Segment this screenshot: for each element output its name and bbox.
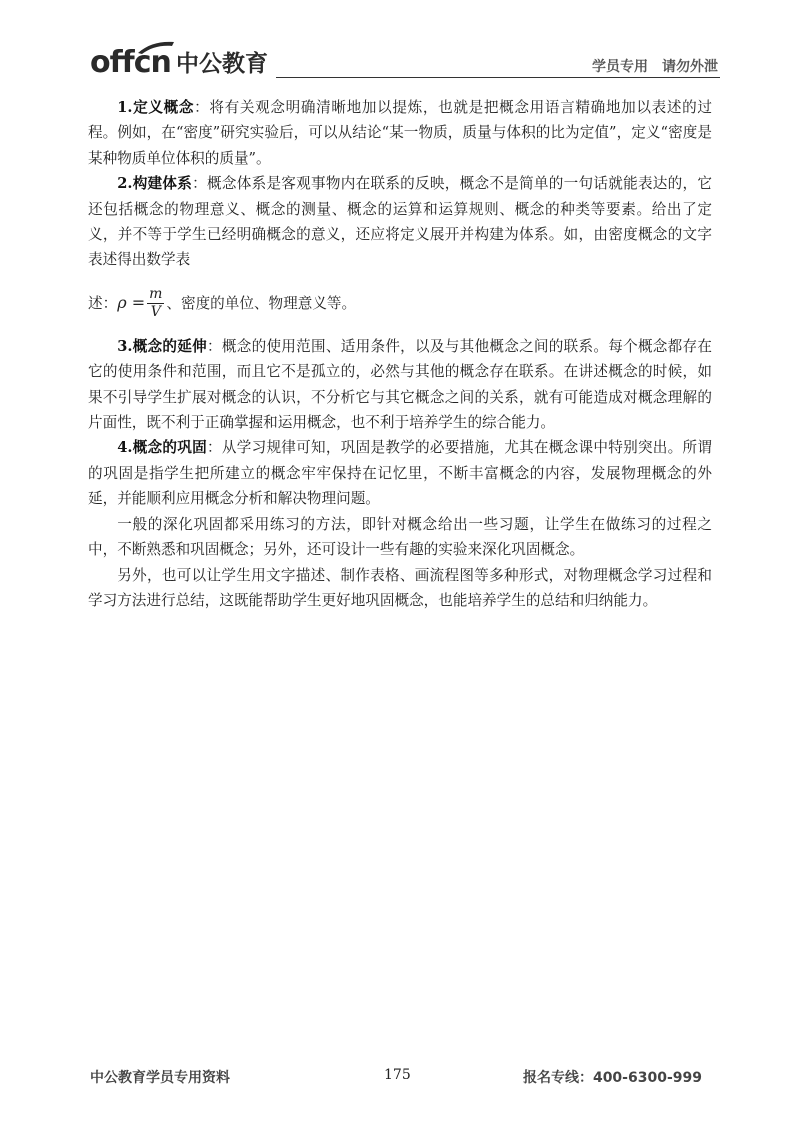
header-label-no-distribution: 请勿外泄 xyxy=(662,59,718,75)
formula-prefix: 述： xyxy=(88,294,118,312)
density-formula-line xyxy=(88,283,712,324)
paragraph-concept-consolidation xyxy=(88,435,712,511)
heading-concept-extension: 3.概念的延伸 xyxy=(117,337,207,355)
page-header xyxy=(90,40,720,84)
fraction-denominator: V xyxy=(147,303,164,321)
heading-define-concept: 1.定义概念 xyxy=(117,99,195,116)
paragraph-define-concept xyxy=(88,95,712,171)
page-footer xyxy=(90,1067,702,1089)
heading-concept-consolidation: 4.概念的巩固 xyxy=(117,439,207,457)
document-body xyxy=(88,95,712,613)
paragraph-practice-methods: 一般的深化巩固都采用练习的方法，即针对概念给出一些习题，让学生在做练习的过程之中，不断熟悉和巩固概念；另外，还可设计一些有趣的实验来深化巩固概念。 xyxy=(88,515,712,559)
formula-lhs: ρ = xyxy=(117,292,146,312)
paragraph-summary-methods: 另外，也可以让学生用文字描述、制作表格、画流程图等多种形式，对物理概念学习过程和学习方法进行总结，这既能帮助学生更好地巩固概念，也能培养学生的总结和归纳能力。 xyxy=(88,566,712,609)
header-notice xyxy=(592,56,718,76)
formula-suffix: 、密度的单位、物理意义等。 xyxy=(166,294,357,312)
logo-text-chinese: 中公教育 xyxy=(176,51,268,77)
paragraph-build-system xyxy=(88,171,712,273)
page-number: 175 xyxy=(384,1067,411,1083)
footer-material-label: 中公教育学员专用资料 xyxy=(90,1070,230,1086)
header-rule xyxy=(276,77,720,78)
paragraph-concept-extension xyxy=(88,334,712,436)
text-build-system: ：概念体系是客观事物内在联系的反映，概念不是简单的一句话就能表达的，它还包括概念的物理意义、概念的测量、概念的运算和运算规则、概念的种类等要素。给出了定义，并不等于学生已经明确概念的意义，还应将定义展开并构建为体系。如，由密度概念的文字表述得出数学表 xyxy=(88,175,712,269)
text-concept-consolidation: ：从学习规律可知，巩固是教学的必要措施，尤其在概念课中特别突出。所谓的巩固是指学生把所建立的概念牢牢保持在记忆里，不断丰富概念的内容，发展物理概念的外延，并能顺利应用概念分析和解决物理问题。 xyxy=(88,439,712,508)
density-fraction xyxy=(147,286,164,321)
logo-text-latin: offcn xyxy=(90,45,171,80)
text-define-concept: ：将有关观念明确清晰地加以提炼，也就是把概念用语言精确地加以表述的过程。例如，在“密度”研究实验后，可以从结论“某一物质，质量与体积的比为定值”，定义“密度是某种物质单位体积的质量”。 xyxy=(88,99,712,167)
text-concept-extension: ：概念的使用范围、适用条件，以及与其他概念之间的联系。每个概念都存在它的使用条件和范围，而且它不是孤立的，必然与其他的概念存在联系。在讲述概念的时候，如果不引导学生扩展对概念的认识，不分析它与其它概念之间的关系，就有可能造成对概念理解的片面性，既不利于正确掌握和运用概念，也不利于培养学生的综合能力。 xyxy=(88,337,712,432)
heading-build-system: 2.构建体系 xyxy=(117,175,193,193)
fraction-numerator: m xyxy=(149,286,163,303)
header-label-students-only: 学员专用 xyxy=(592,59,648,75)
offcn-logo xyxy=(90,40,280,84)
footer-hotline: 报名专线：400-6300-999 xyxy=(522,1070,702,1086)
